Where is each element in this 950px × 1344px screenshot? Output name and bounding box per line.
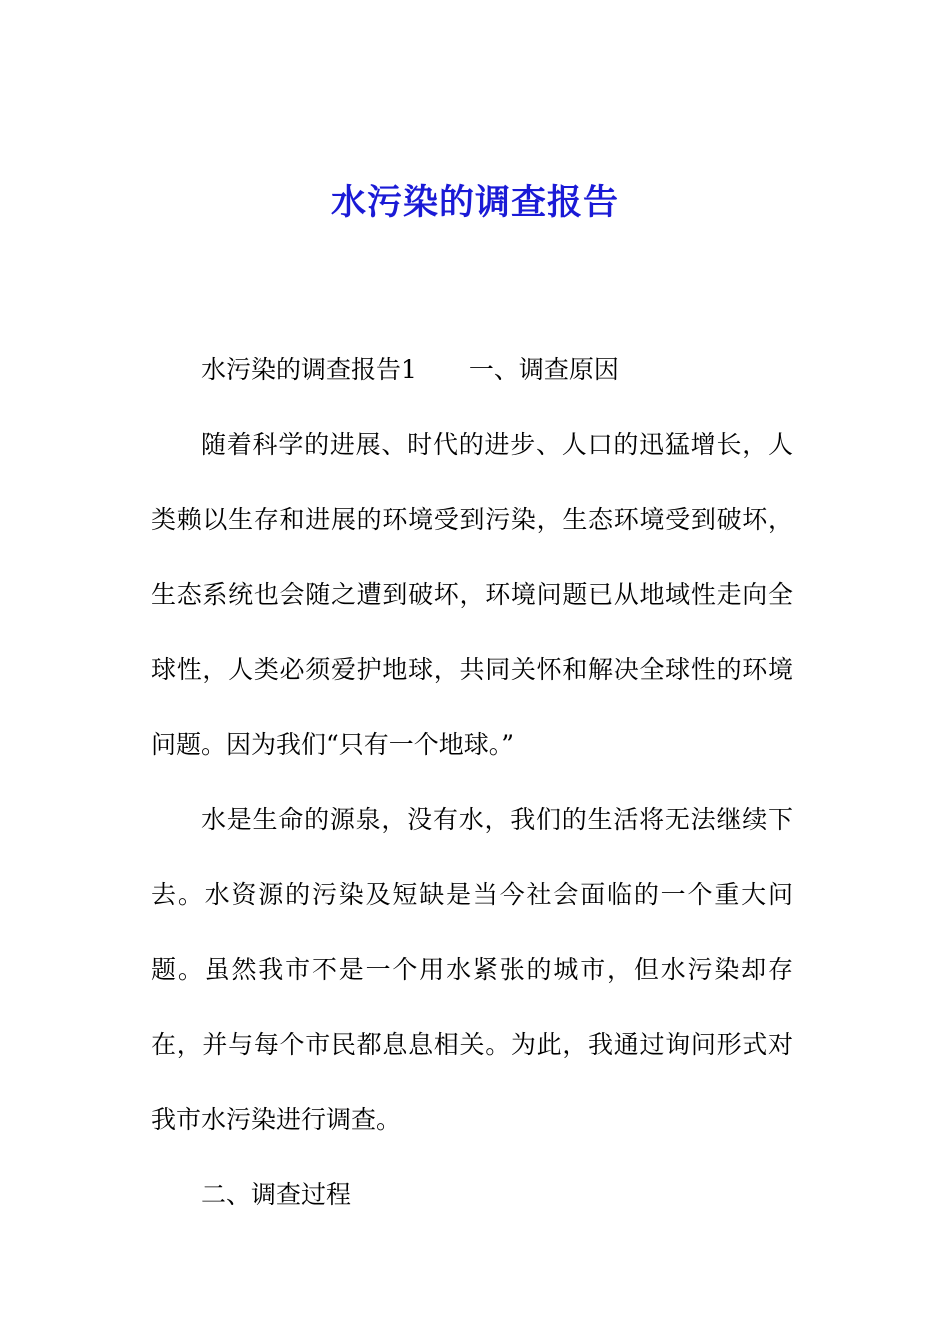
paragraph-2: 水是生命的源泉，没有水，我们的生活将无法继续下去。水资源的污染及短缺是当今社会面临的一个重大问题。虽然我市不是一个用水紧张的城市，但水污染却存在，并与每个市民都息息相关。为此，我通过询问形式对我市水污染进行调查。 <box>151 805 793 1134</box>
document-title: 水污染的调查报告 <box>330 183 619 223</box>
paragraph-1: 随着科学的进展、时代的进步、人口的迅猛增长，人类赖以生存和进展的环境受到污染，生态环境受到破坏，生态系统也会随之遭到破坏，环境问题已从地域性走向全球性，人类必须爱护地球，共同关怀和解决全球性的环境问题。因为我们“只有一个地球。” <box>151 430 793 759</box>
report-label: 水污染的调查报告1 <box>201 355 417 384</box>
section-heading-1: 一、调查原因 <box>468 355 619 384</box>
heading-line <box>151 332 793 407</box>
document-body <box>151 332 793 1232</box>
section-heading-2: 二、调查过程 <box>201 1180 352 1209</box>
